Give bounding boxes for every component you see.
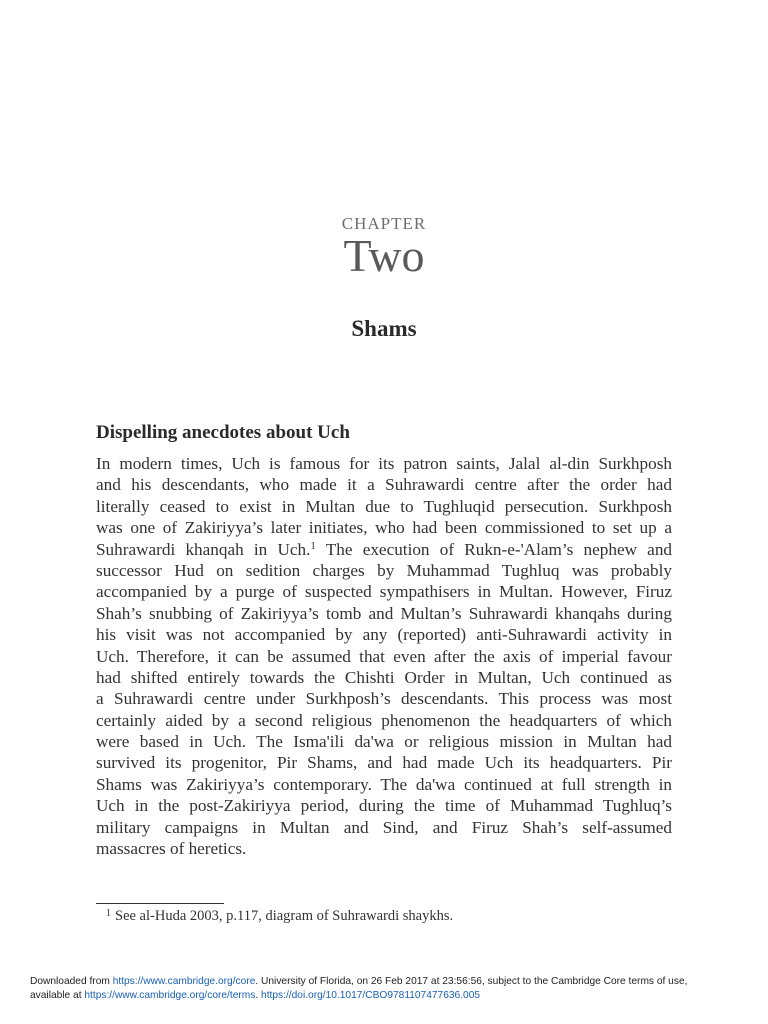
chapter-title: Shams <box>351 316 417 341</box>
notice-prefix: Downloaded from <box>30 976 113 987</box>
doi-link[interactable]: https://doi.org/10.1017/CBO9781107477636.005 <box>261 989 481 1001</box>
chapter-number: Two <box>343 230 425 281</box>
body-line: Uch. Therefore, it can be assumed that even after the axis of imperial favour <box>96 646 672 666</box>
body-line: a Suhrawardi centre under Surkhposh’s descendants. This process was most <box>96 689 672 709</box>
footnote-rule <box>96 903 224 904</box>
body-line: successor Hud on sedition charges by Muhammad Tughluq was probably <box>96 560 672 580</box>
cambridge-core-link[interactable]: https://www.cambridge.org/core <box>112 976 256 987</box>
body-line: certainly aided by a second religious phenomenon the headquarters of which <box>96 710 672 730</box>
notice-dot: . <box>255 989 262 1001</box>
footnote-number: 1 <box>106 908 111 919</box>
body-line: Shah’s snubbing of Zakiriyya’s tomb and Multan’s Suhrawardi khanqahs during <box>96 603 672 623</box>
body-line: Uch in the post-Zakiriyya period, during the time of Muhammad Tughluq’s <box>96 796 672 816</box>
terms-link[interactable]: https://www.cambridge.org/core/terms <box>84 989 256 1001</box>
notice-middle: . University of Florida, on 26 Feb 2017 at 23:56:56, subject to the Cambridge Core terms of use, <box>255 976 688 987</box>
body-line: survived its progenitor, Pir Shams, and had made Uch its headquarters. Pir <box>96 753 672 773</box>
footnote-ref[interactable]: 1 <box>310 539 316 552</box>
body-line <box>96 539 672 560</box>
footnote <box>106 908 453 925</box>
body-text <box>96 453 672 859</box>
body-line: In modern times, Uch is famous for its patron saints, Jalal al-din Surkhposh <box>96 454 672 473</box>
body-line: Shams was Zakiriyya’s contemporary. The da'wa continued at full strength in <box>96 774 672 794</box>
body-line: and his descendants, who made it a Suhrawardi centre after the order had <box>96 475 672 495</box>
body-line: literally ceased to exist in Multan due to Tughluqid persecution. Surkhposh <box>96 496 672 516</box>
chapter-label: CHAPTER <box>341 214 427 233</box>
body-line: had shifted entirely towards the Chishti Order in Multan, Uch continued as <box>96 667 672 687</box>
body-line-part: The execution of Rukn-e-'Alam’s nephew and <box>315 539 673 559</box>
body-line-part: Suhrawardi khanqah in Uch. <box>96 539 311 559</box>
body-line: were based in Uch. The Isma'ili da'wa or religious mission in Multan had <box>96 732 672 752</box>
download-notice <box>30 975 760 1002</box>
section-heading: Dispelling anecdotes about Uch <box>96 422 350 443</box>
footnote-text: See al-Huda 2003, p.117, diagram of Suhrawardi shaykhs. <box>115 908 454 924</box>
notice-available: available at <box>30 989 85 1001</box>
body-line: accompanied by a purge of suspected sympathisers in Multan. However, Firuz <box>96 582 672 602</box>
body-line: military campaigns in Multan and Sind, and Firuz Shah’s self-assumed <box>96 817 672 837</box>
body-line: his visit was not accompanied by any (reported) anti-Suhrawardi activity in <box>96 625 672 645</box>
body-line: was one of Zakiriyya’s later initiates, who had been commissioned to set up a <box>96 518 672 538</box>
body-line: massacres of heretics. <box>96 839 247 859</box>
